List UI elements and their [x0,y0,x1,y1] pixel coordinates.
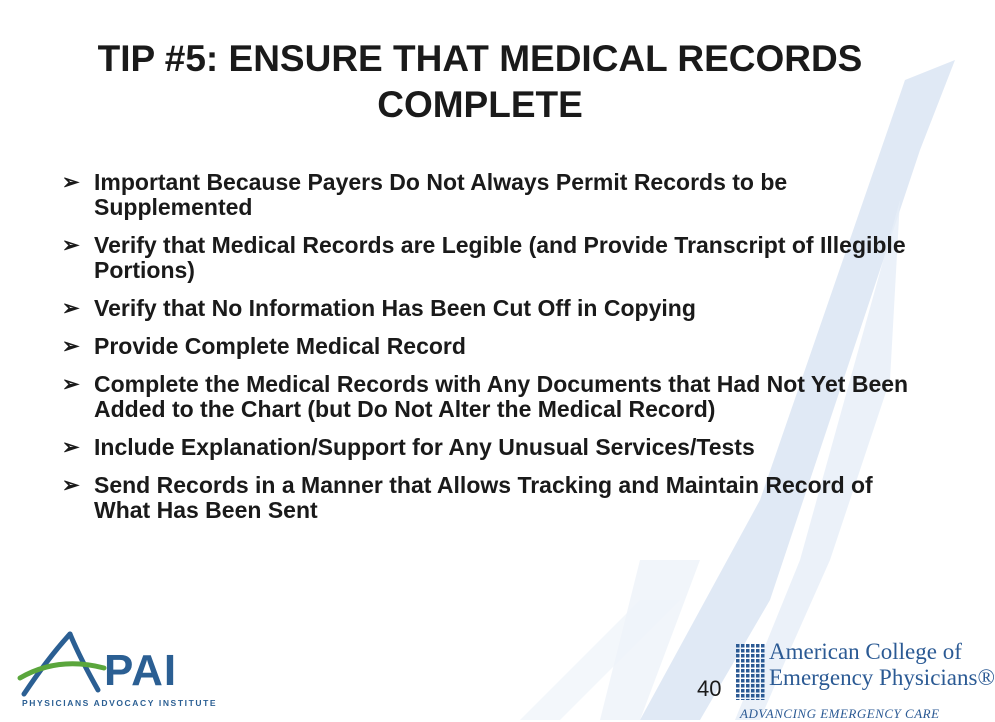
arrowhead-bullet-icon: ➢ [62,474,80,497]
page-number: 40 [697,676,722,701]
apai-wordmark: PAI [104,646,178,695]
apai-a-mark-icon [18,628,108,698]
bullet-text: Verify that No Information Has Been Cut Off in Copying [94,295,696,321]
list-item [62,233,912,283]
arrowhead-bullet-icon: ➢ [62,436,80,459]
arrowhead-bullet-icon: ➢ [62,234,80,257]
arrowhead-bullet-icon: ➢ [62,171,80,194]
list-item [62,334,912,359]
acep-grid-icon [736,644,766,700]
acep-logo [736,639,995,721]
bullet-text: Verify that Medical Records are Legible (and Provide Transcript of Illegible Portions) [94,232,906,283]
bullet-list [62,170,912,536]
arrowhead-bullet-icon: ➢ [62,335,80,358]
apai-subtitle: PHYSICIANS ADVOCACY INSTITUTE [22,698,218,708]
slide-title: TIP #5: ENSURE THAT MEDICAL RECORDS COMPLETE [97,38,863,125]
bullet-text: Important Because Payers Do Not Always Permit Records to be Supplemented [94,169,788,220]
list-item [62,473,912,523]
arrowhead-bullet-icon: ➢ [62,297,80,320]
acep-tagline: ADVANCING EMERGENCY CARE [740,706,940,721]
acep-name-line1: American College of [769,639,962,664]
bullet-text: Send Records in a Manner that Allows Tracking and Maintain Record of What Has Been Sent [94,472,873,523]
bullet-text: Include Explanation/Support for Any Unusual Services/Tests [94,434,755,460]
apai-logo [18,628,246,714]
list-item [62,170,912,220]
list-item [62,435,912,460]
list-item [62,296,912,321]
bullet-text: Provide Complete Medical Record [94,333,466,359]
list-item [62,372,912,422]
arrowhead-bullet-icon: ➢ [62,373,80,396]
bullet-text: Complete the Medical Records with Any Documents that Had Not Yet Been Added to the Chart (but Do Not Alter the Medical Record) [94,371,909,422]
acep-name-line2: Emergency Physicians® [769,665,995,690]
